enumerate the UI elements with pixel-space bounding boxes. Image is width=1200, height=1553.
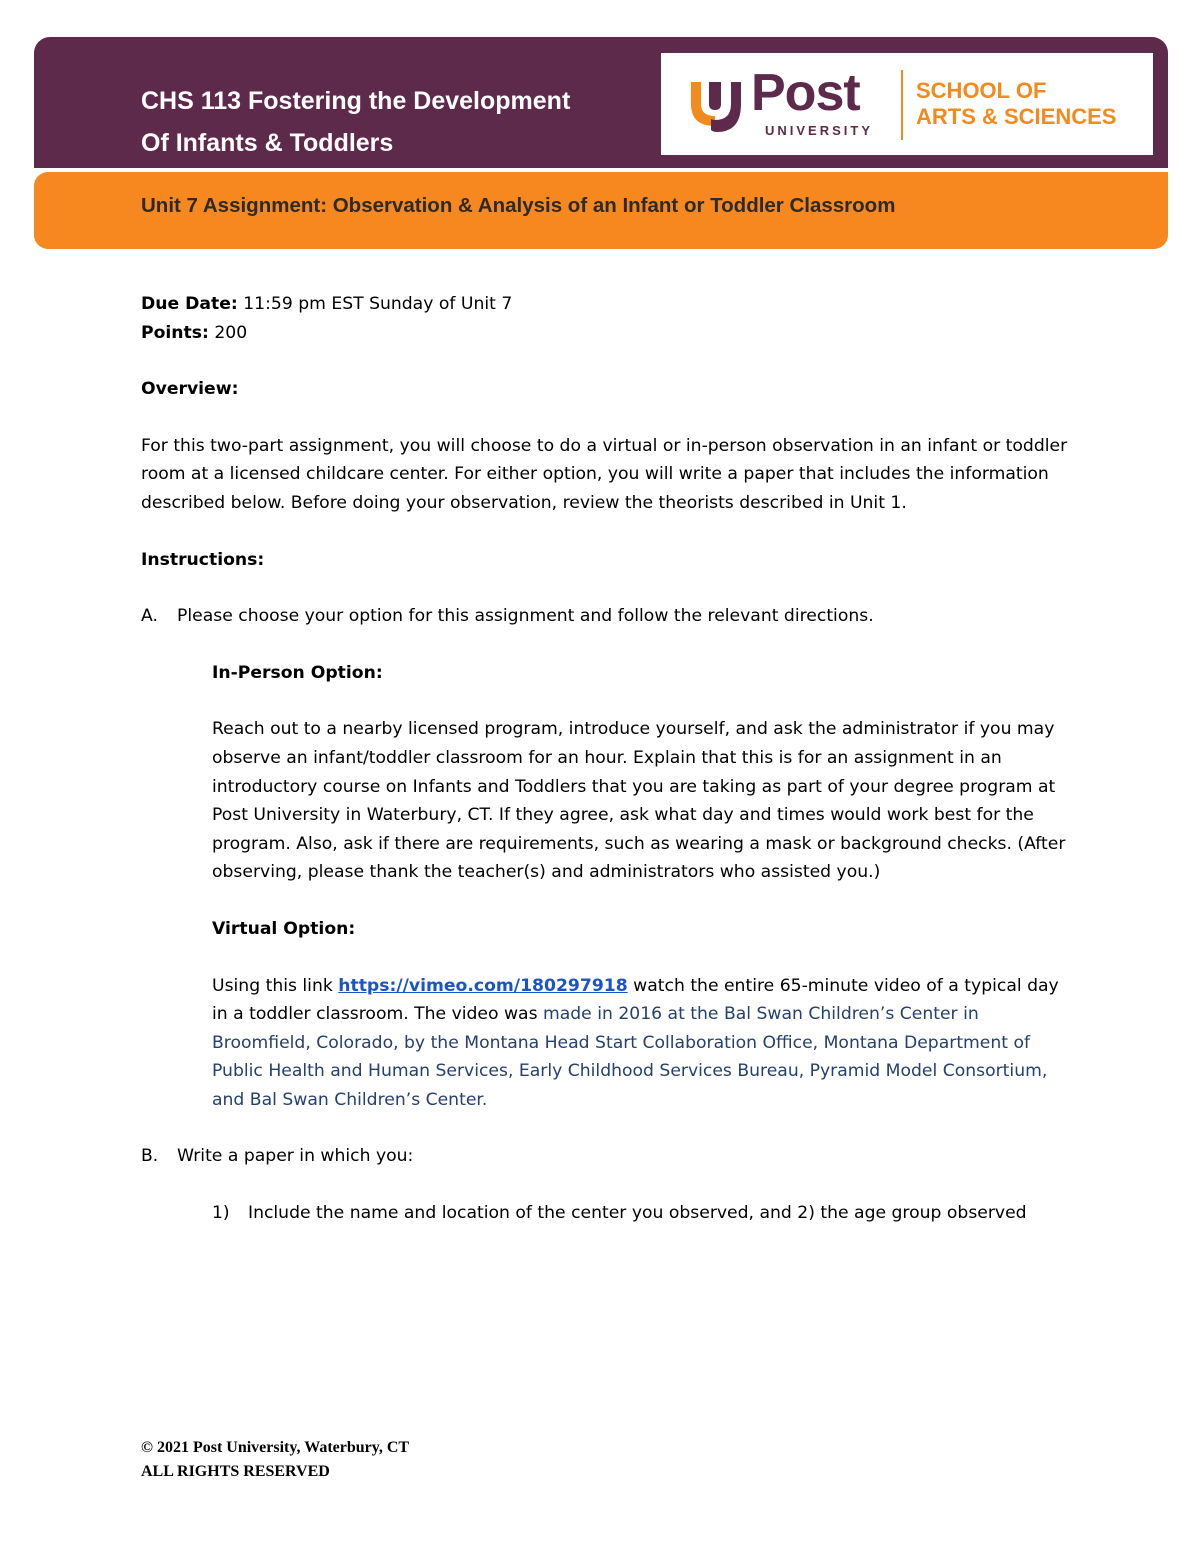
virtual-text-pre: Using this link [212,975,339,996]
instruction-b1-marker: 1) [212,1203,230,1224]
school-name-line2: ARTS & SCIENCES [916,104,1117,129]
unit-title: Unit 7 Assignment: Observation & Analysis of an Infant or Toddler Classroom [141,194,896,217]
points-value: 200 [208,322,248,343]
in-person-text: Reach out to a nearby licensed program, introduce yourself, and ask the administrator if you may observe an infant/toddler classroom for an hour. Explain that this is for an assignment in an introductory course on Infants and Toddlers that you are taking as part of your degree program at Post University in Waterbury, CT. If they agree, ask what day and times would work best for the program. Also, ask if there are requirements, such as wearing a mask or background checks. (After observing, please thank the teacher(s) and administrators who assisted you.) [212,719,1066,883]
school-name-line1: SCHOOL OF [916,78,1047,103]
points-label: Points: [141,322,209,343]
virtual-text-credits: made in 2016 at the Bal Swan Children’s Center in Broomfield, Colorado, by the Montana Head Start Collaboration Office, Montana Department of Public Health and Human Services, Early Childhood Services Bureau, Pyramid Model Consortium, and Bal Swan Children’s Center. [212,1004,1048,1110]
post-university-logo-icon [685,74,747,136]
logo-wordmark: Post [751,64,860,122]
virtual-text [212,972,1071,1115]
virtual-text-mid: watch the entire 65-minute video of a typical day in a toddler classroom. The video was [212,975,1059,1025]
instruction-b-text: Write a paper in which you: [177,1146,414,1167]
instruction-a [141,602,1071,631]
rights-line: ALL RIGHTS RESERVED [141,1463,330,1480]
instruction-b1 [141,1199,1071,1228]
instruction-b1-text: Include the name and location of the center you observed, and 2) the age group observed [248,1203,1027,1224]
due-date-value: 11:59 pm EST Sunday of Unit 7 [237,294,513,314]
instruction-b-marker: B. [141,1146,159,1167]
due-date-label: Due Date: [141,294,238,314]
course-title-line2: Of Infants & Toddlers [141,129,394,157]
university-logo [661,53,1153,155]
in-person-heading: In-Person Option: [212,662,383,683]
virtual-heading: Virtual Option: [212,918,356,939]
instructions-heading: Instructions: [141,549,265,570]
overview-text: For this two-part assignment, you will choose to do a virtual or in-person observation in an infant or toddler room at a licensed childcare center. For either option, you will write a paper that includes the information described below. Before doing your observation, review the theorists described in Unit 1. [141,435,1068,513]
copyright-footer [141,1436,409,1484]
logo-subtitle: UNIVERSITY [765,123,874,138]
school-name [916,78,1116,130]
due-date-line [141,290,1071,319]
course-title [141,80,641,164]
instruction-a-marker: A. [141,606,158,627]
overview-heading: Overview: [141,379,239,400]
copyright-line: © 2021 Post University, Waterbury, CT [141,1439,410,1456]
instruction-a-text: Please choose your option for this assignment and follow the relevant directions. [177,606,874,627]
assignment-body [141,290,1071,1228]
logo-divider [901,70,903,140]
instruction-b [141,1142,1071,1171]
points-line [141,319,1071,348]
vimeo-link[interactable]: https://vimeo.com/180297918 [338,975,628,996]
course-title-line1: CHS 113 Fostering the Development [141,87,571,115]
